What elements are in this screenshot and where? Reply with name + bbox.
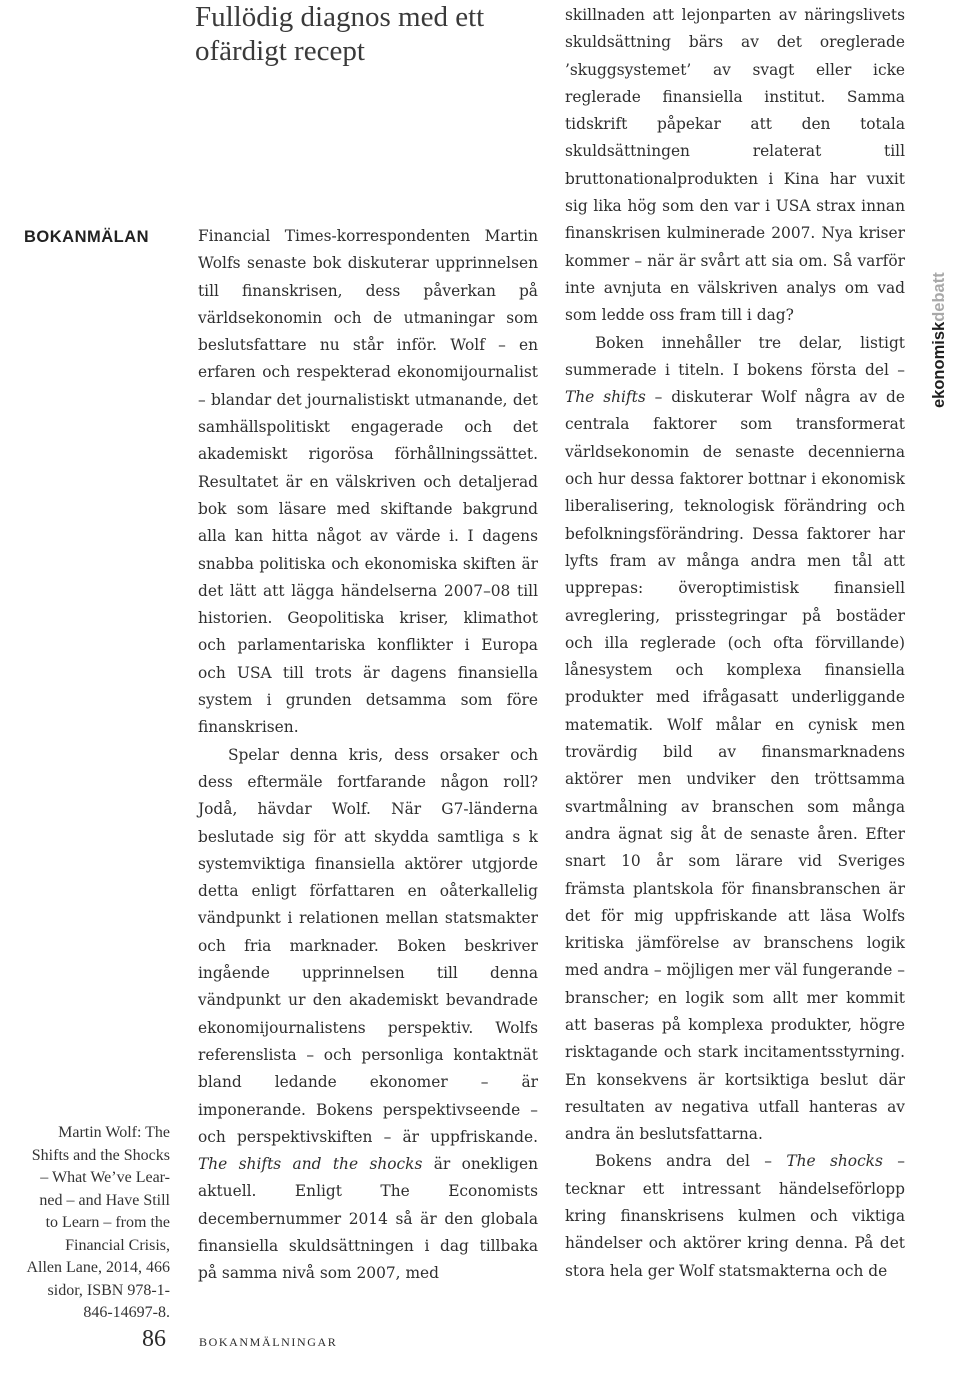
paragraph — [198, 742, 538, 1288]
brand-logo — [930, 240, 952, 410]
book-info-line: 846-14697-8. — [83, 1304, 170, 1321]
book-info-line: sidor, ISBN 978-1- — [47, 1281, 170, 1299]
paragraph — [565, 330, 905, 1149]
paragraph-text: – tecknar ett intressant händelseförlopp kring finanskrisens kulmen och viktiga händelser och aktörer kring denna. På det stora hela ger Wolf statsmakterna och de — [565, 1152, 905, 1280]
book-title-italic: The shifts and the shocks — [198, 1155, 423, 1174]
brand-secondary: debatt — [930, 272, 948, 322]
article-title: Fullödig diagnos med ett ofärdigt recept — [195, 1, 485, 67]
paragraph: skillnaden att lejonparten av näringslivets skuldsättning bärs av det oreglerade ’skuggsystemet’ av svagt eller icke reglerade finansiella institut. Samma tidskrift påpekar att den totala skuldsättningen relaterat till bruttonationalprodukten i Kina har vuxit sig lika hög som den var i USA strax innan finanskrisen kulminerade 2007. Nya kriser kommer – när är svårt att sia om. Så varför inte avnjuta en välskriven analys om vad som ledde oss fram till i dag? — [565, 6, 905, 325]
book-info-line: ned – and Have Still — [39, 1191, 170, 1209]
paragraph-text: Spelar denna kris, dess orsaker och dess eftermäle fortfarande någon roll? Jodå, hävdar Wolf. När G7-länderna beslutade sig för att skydda samtliga s k systemviktiga finansiella aktörer utgjorde detta enligt författaren en oåterkallelig vändpunkt i relationen mellan statsmakter och fria marknader. Boken beskriver ingående upprinnelsen till denna vändpunkt ur den akademiskt bevandrade ekonomijournalistens perspektiv. Wolfs referenslista – och personliga kontaktnät bland ledande ekonomer – är imponerande. Bokens perspektivseende – och perspektivskiften – är uppfriskande. — [198, 745, 538, 1146]
paragraph-text: Boken innehåller tre delar, listigt summerade i titeln. I bokens första del – — [565, 333, 905, 379]
part-title-italic: The shifts — [565, 388, 646, 407]
book-info-line: Martin Wolf: The — [58, 1124, 170, 1141]
brand-primary: ekonomisk — [930, 321, 948, 408]
paragraph-text: Bokens andra del – — [595, 1152, 772, 1171]
footer-section: BOKANMÄLNINGAR — [199, 1335, 338, 1349]
book-info-line: Financial Crisis, — [65, 1236, 170, 1254]
part-title-italic: The shocks — [786, 1152, 883, 1171]
paragraph: Financial Times-korrespondenten Martin Wolfs senaste bok diskuterar upprinnelsen till finanskrisen, dess påverkan på världsekonomin och de utmaningar som beslutsfattare nu står inför. Wolf – en erfaren och respekterad ekonomijournalist – blandar det journalistiskt utmanande, det samhällspolitiskt engagerade och det akademiskt rigorösa förhållningssättet. Resultatet är en välskriven och detaljerad bok som läsare med skiftande bakgrund alla kan hitta något av värde i. I dagens snabba politiska och ekonomiska skiften är det lätt att lägga händelserna 2007–08 till historien. Geopolitiska kriser, klimathot och parlamentariska konflikter i Europa och USA till trots är dagens finansiella system i grunden detsamma som före finanskrisen. — [198, 227, 538, 737]
book-info-line: Shifts and the Shocks — [31, 1146, 170, 1164]
section-label: BOKANMÄLAN — [24, 228, 150, 246]
page-number: 86 — [142, 1326, 166, 1352]
paragraph-text: är onekligen aktuell. Enligt The Economists decembernummer 2014 så är den globala finansiella skuldsättningen i dag tillbaka på samma nivå som 2007, med — [198, 1155, 538, 1283]
book-info-line: – What We’ve Lear- — [40, 1169, 170, 1186]
book-info-line: to Learn – from the — [45, 1214, 170, 1231]
paragraph — [565, 1148, 905, 1284]
book-info-line: Allen Lane, 2014, 466 — [26, 1259, 170, 1276]
paragraph-text: – diskuterar Wolf några av de centrala faktorer som transformerat världsekonomin de senaste decennierna och hur dessa faktorer bottnar i ekonomisk liberalisering, teknologisk förändring och befolkningsförändring. Dessa faktorer har lyfts fram av många andra men tål att upprepas: överoptimistisk finansiell avreglering, prisstegringar på bostäder och illa reglerade (och ofta förvillande) lånesystem och komplexa finansiella produkter med ifrågasatt underliggande matematik. Wolf målar en cynisk men trovärdig bild av finansmarknadens aktörer men undviker den tröttsamma svartmålning av branschen som många andra ägnat sig åt de senaste åren. Efter snart 10 år som lärare vid Sveriges främsta plantskola för finansbranschen är det för mig uppfriskande att läsa Wolfs kritiska jämförelse av branschens logik med andra – möjligen mer väl fungerande – branscher; en logik som allt mer kommit att baseras på komplexa produkter, högre risktagande och stark incitamentsstyrning. En konsekvens är kortsiktiga beslut där resultaten av negativa utfall hanteras av andra än beslutsfattarna. — [565, 388, 905, 1144]
brand-wordmark — [930, 272, 949, 408]
book-info — [20, 1122, 170, 1325]
article-column-right — [565, 2, 905, 1285]
article-column-middle — [198, 223, 538, 1288]
